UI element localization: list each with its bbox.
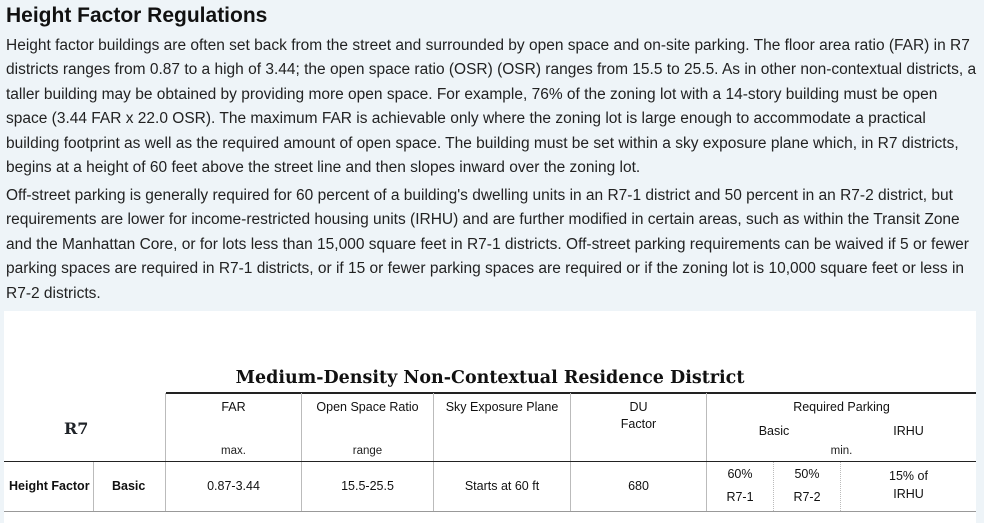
cell-sky-exposure: Starts at 60 ft [464, 479, 540, 493]
header-parking-basic: Basic [758, 424, 790, 438]
table-title-rule [166, 392, 976, 394]
cell-osr: 15.5-25.5 [341, 479, 394, 493]
paragraph-height-factor: Height factor buildings are often set back from the street and surrounded by open space and on-site parking. The floor area ratio (FAR) in R7 districts ranges from 0.87 to a high of 3.44; the open space ratio (OSR) (OSR) ranges from 15.5 to 25.5. As in other non-contextual districts, a taller building may be obtained by providing more open space. For example, 76% of the zoning lot with a 14-story building must be open space (3.44 FAR x 22.0 OSR). The maximum FAR is achievable only where the zoning lot is large enough to accommodate a practical building footprint as well as the required amount of open space. The building must be set within a sky exposure plane which, in R7 districts, begins at a height of 60 feet above the street line and then slopes inward over the zoning lot. [6, 37, 977, 177]
header-far: FAR [221, 400, 246, 414]
row-type-basic: Basic [112, 479, 146, 493]
table-title: Medium-Density Non-Contextual Residence District [235, 368, 745, 388]
district-label: R7 [64, 419, 89, 438]
cell-parking-r71: R7-1 [726, 490, 754, 504]
header-parking-sub: min. [830, 445, 853, 457]
header-sky-exposure: Sky Exposure Plane [445, 400, 559, 414]
cell-far: 0.87-3.44 [207, 479, 260, 493]
col-divider [93, 461, 94, 511]
header-far-sub: max. [221, 445, 246, 457]
cell-parking-r71-pct: 60% [727, 467, 753, 481]
header-rule [4, 461, 976, 462]
header-parking-irhu: IRHU [893, 424, 924, 438]
cell-parking-r72: R7-2 [793, 490, 821, 504]
header-du: DU [629, 400, 648, 414]
zoning-table [4, 311, 976, 523]
cell-parking-irhu: IRHU [893, 487, 924, 501]
cell-parking-r72-pct: 50% [794, 467, 820, 481]
page-title: Height Factor Regulations [6, 4, 268, 27]
header-required-parking: Required Parking [793, 400, 890, 414]
header-du-factor: Factor [620, 417, 657, 431]
cell-du-factor: 680 [628, 479, 649, 493]
header-osr: Open Space Ratio [316, 400, 419, 414]
header-osr-sub: range [352, 445, 383, 457]
row-rule [4, 511, 976, 512]
row-label-height-factor: Height Factor [9, 479, 90, 493]
paragraph-parking: Off-street parking is generally required for 60 percent of a building's dwelling units in an R7-1 district and 50 percent in an R7-2 district, but requirements are lower for income-restricted housing units (IRHU) and are further modified in certain areas, such as within the Transit Zone and the Manhattan Core, or for lots less than 15,000 square feet in R7-1 districts. Off-street parking requirements can be waived if 5 or fewer parking spaces are required in R7-1 districts, or if 15 or fewer parking spaces are required or if the zoning lot is 10,000 square feet or less in R7-2 districts. [6, 187, 969, 302]
cell-parking-irhu-pct: 15% of [889, 469, 928, 483]
